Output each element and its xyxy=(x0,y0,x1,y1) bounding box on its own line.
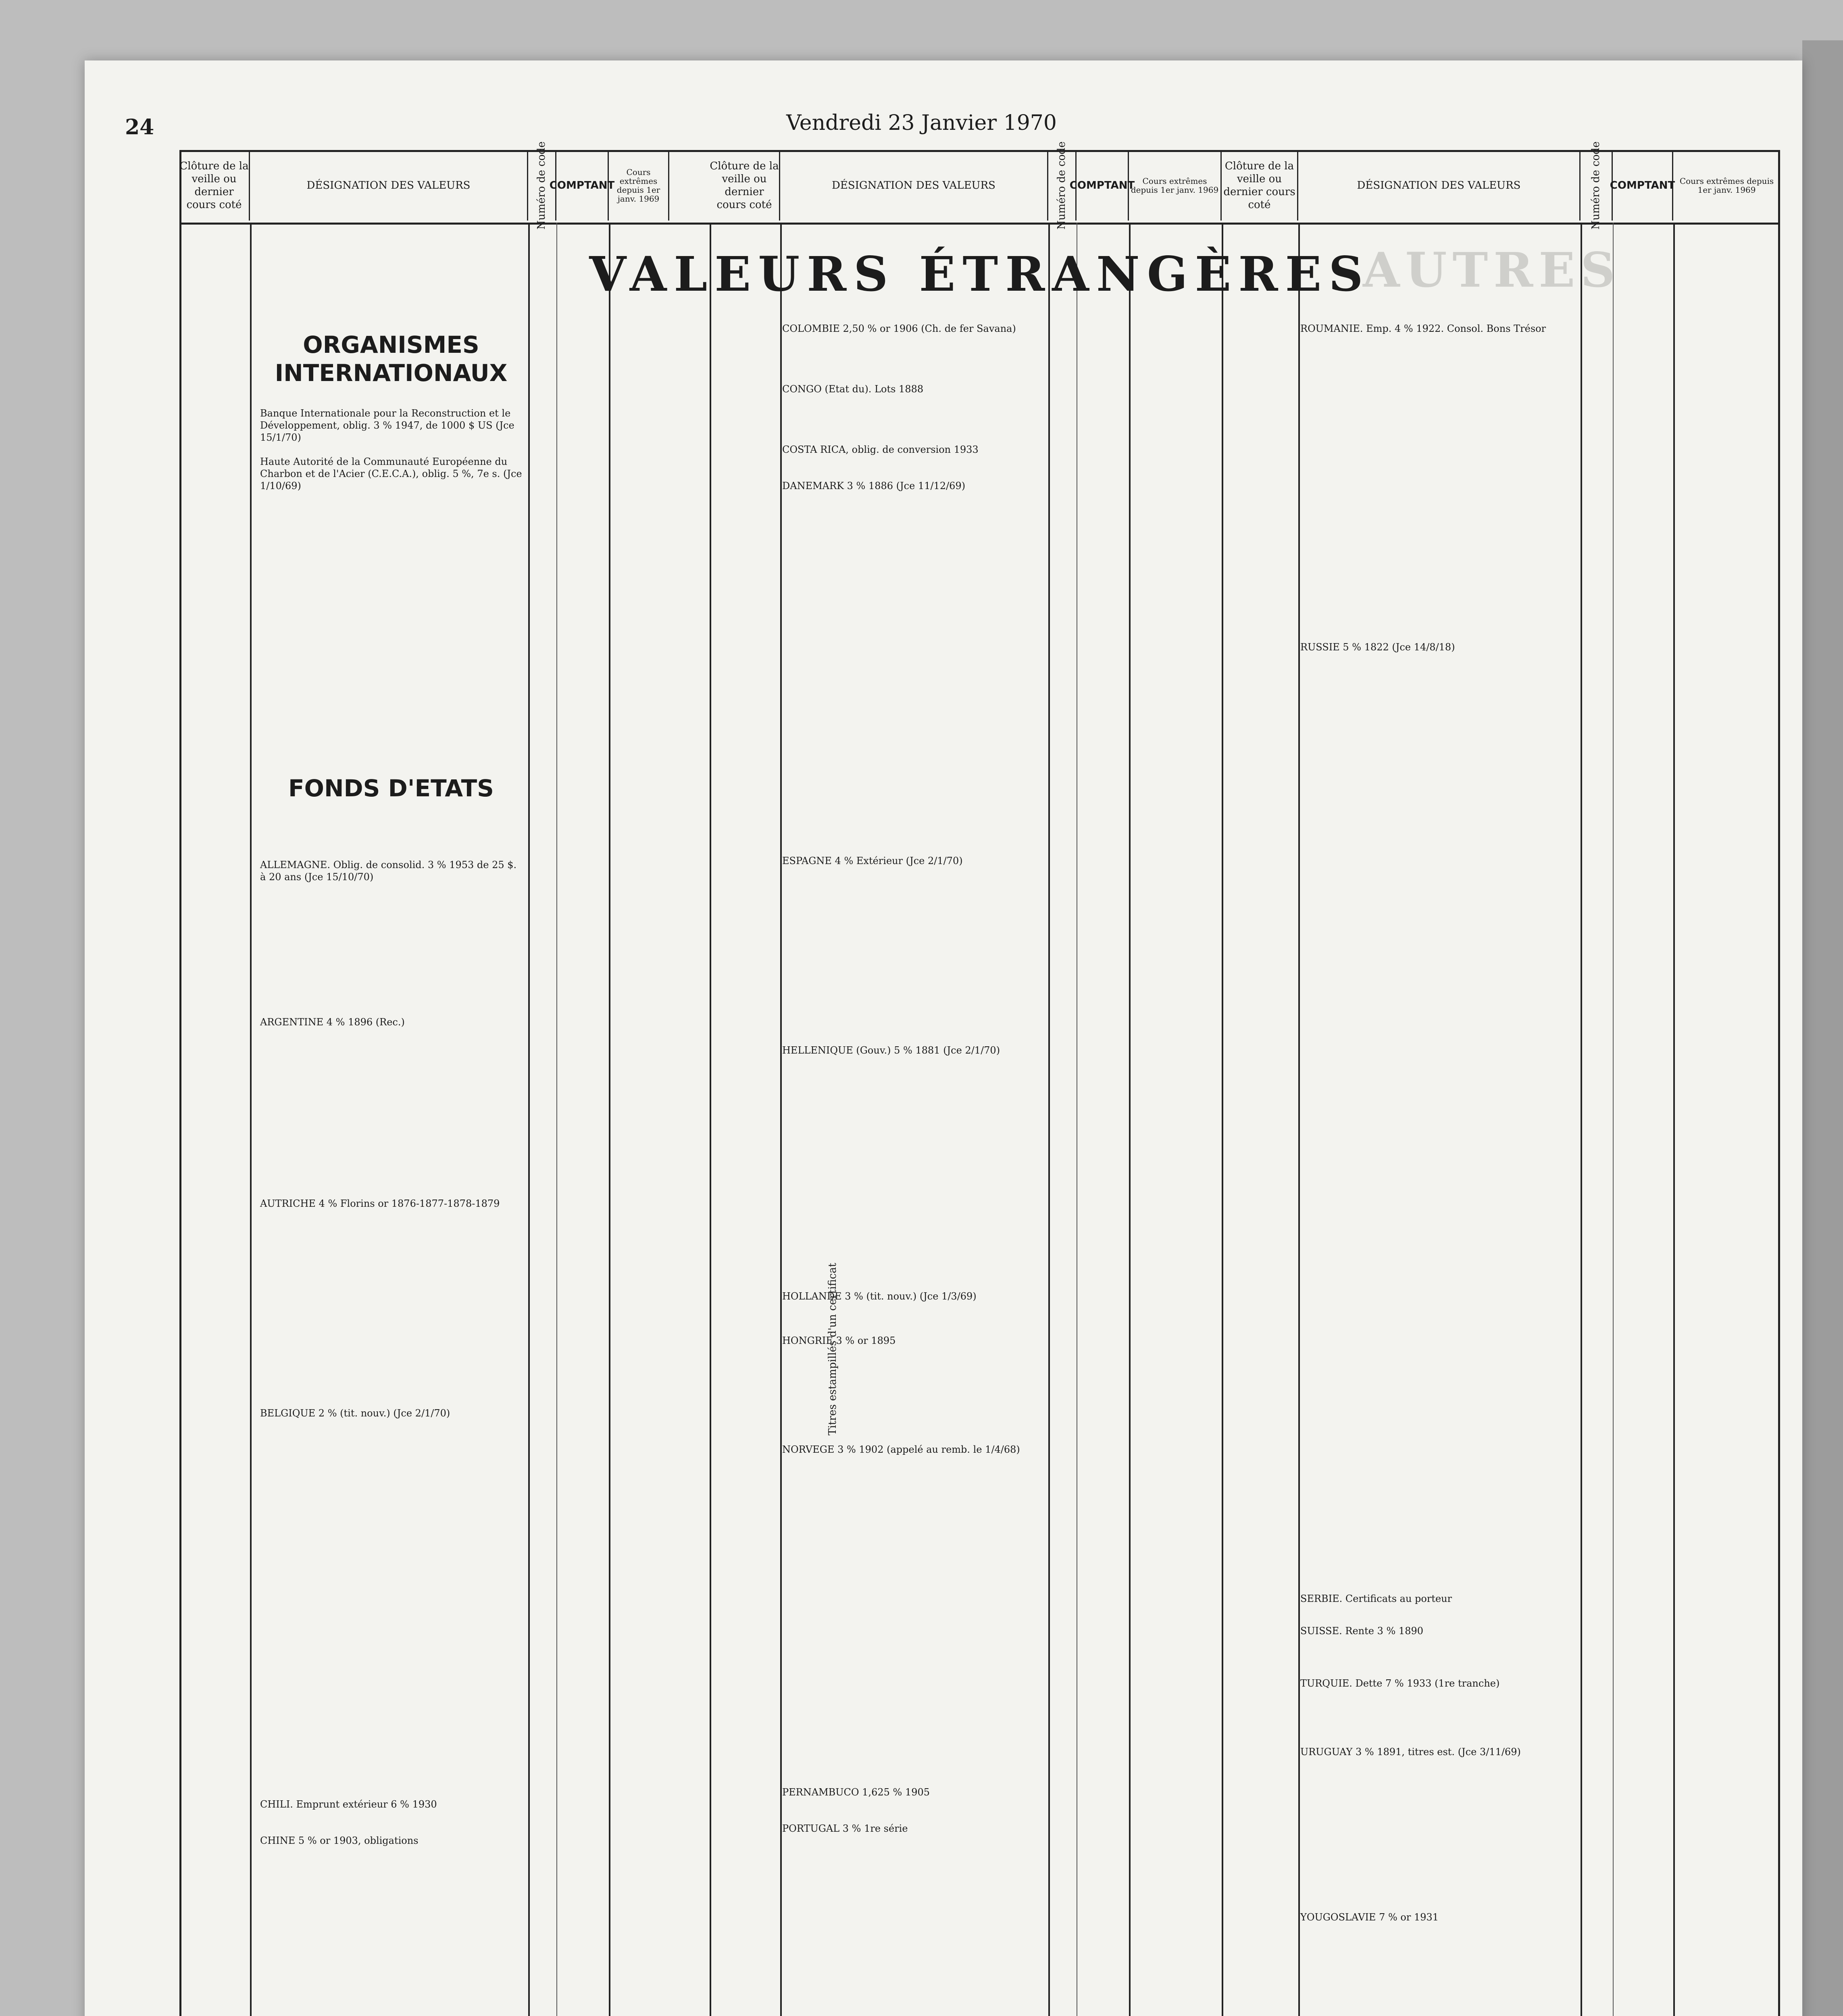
header-comptant: COMPTANT xyxy=(556,150,609,221)
entry-hongrie: HONGRIE 3 % or 1895 xyxy=(782,1335,896,1346)
header-numero-3 xyxy=(1581,141,1613,229)
entry-block-3 xyxy=(782,323,1044,1835)
entry-block-2 xyxy=(260,859,522,1847)
header-cloture-3: Clôture de la veille ou dernier cours coté xyxy=(1222,150,1298,221)
page-title: VALEURS ÉTRANGÈRES xyxy=(589,246,1370,302)
entry-russie: RUSSIE 5 % 1822 (Jce 14/8/18) xyxy=(1300,641,1455,653)
column-rule xyxy=(1298,223,1300,2016)
entry-argentine: ARGENTINE 4 % 1896 (Rec.) xyxy=(260,1016,405,1028)
bleed-through-text: AUTRES xyxy=(1363,242,1621,298)
entry-hollande: HOLLANDE 3 % (tit. nouv.) (Jce 1/3/69) xyxy=(782,1291,977,1302)
page-edge xyxy=(1802,40,1843,2016)
entry-portugal: PORTUGAL 3 % 1re série xyxy=(782,1823,908,1834)
page-number: 24 xyxy=(125,115,154,140)
entry-espagne: ESPAGNE 4 % Extérieur (Jce 2/1/70) xyxy=(782,855,963,866)
entry-uruguay: URUGUAY 3 % 1891, titres est. (Jce 3/11/69) xyxy=(1300,1746,1521,1758)
column-rule xyxy=(780,223,782,2016)
column-rule xyxy=(1129,223,1131,2016)
side-note: Titres estampillés d'un certificat xyxy=(827,1263,839,1435)
header-extremes-3: Cours extrêmes depuis 1er janv. 1969 xyxy=(1679,176,1774,195)
header-designation-2: DÉSIGNATION DES VALEURS xyxy=(780,150,1048,221)
entry-colombie: COLOMBIE 2,50 % or 1906 (Ch. de fer Savana) xyxy=(782,323,1016,334)
entry-suisse: SUISSE. Rente 3 % 1890 xyxy=(1300,1625,1424,1637)
entry-ceca: Haute Autorité de la Communauté Européenne du Charbon et de l'Acier (C.E.C.A.), oblig. 5 %, 7e s. (Jce 1/10/69) xyxy=(260,456,522,492)
table-header xyxy=(179,141,1780,229)
column-rule xyxy=(1613,223,1614,2016)
header-numero-text: Numéro de code xyxy=(535,141,548,229)
header-extremes: Cours extrêmes depuis 1er janv. 1969 xyxy=(609,150,669,221)
entry-pernambuco: PERNAMBUCO 1,625 % 1905 xyxy=(782,1787,930,1798)
column-rule xyxy=(710,223,711,2016)
entry-norvege: NORVEGE 3 % 1902 (appelé au remb. le 1/4/68) xyxy=(782,1444,1020,1455)
entry-danemark: DANEMARK 3 % 1886 (Jce 11/12/69) xyxy=(782,480,966,492)
header-designation-3: DÉSIGNATION DES VALEURS xyxy=(1298,150,1581,221)
column-rule xyxy=(1222,223,1223,2016)
entry-autriche: AUTRICHE 4 % Florins or 1876-1877-1878-1879 xyxy=(260,1198,500,1209)
column-rule xyxy=(1048,223,1050,2016)
entry-chine: CHINE 5 % or 1903, obligations xyxy=(260,1835,419,1846)
column-rule xyxy=(528,223,530,2016)
entry-chili: CHILI. Emprunt extérieur 6 % 1930 xyxy=(260,1799,437,1810)
section-organismes: ORGANISMES INTERNATIONAUX xyxy=(275,331,508,387)
header-comptant-2: COMPTANT xyxy=(1077,150,1129,221)
header-comptant-3: COMPTANT xyxy=(1613,150,1673,221)
entry-belgique: BELGIQUE 2 % (tit. nouv.) (Jce 2/1/70) xyxy=(260,1408,450,1419)
entry-block-1 xyxy=(260,407,522,492)
entry-hellenique: HELLENIQUE (Gouv.) 5 % 1881 (Jce 2/1/70) xyxy=(782,1045,1000,1056)
page-date: Vendredi 23 Janvier 1970 xyxy=(786,111,1057,135)
entry-turquie: TURQUIE. Dette 7 % 1933 (1re tranche) xyxy=(1300,1678,1500,1689)
header-designation: DÉSIGNATION DES VALEURS xyxy=(250,150,528,221)
entry-block-4 xyxy=(1300,323,1579,1923)
entry-roumanie: ROUMANIE. Emp. 4 % 1922. Consol. Bons Trésor xyxy=(1300,323,1546,334)
entry-costa-rica: COSTA RICA, oblig. de conversion 1933 xyxy=(782,444,979,455)
header-cloture: Clôture de la veille ou dernier cours coté xyxy=(179,150,250,221)
header-numero-text-3: Numéro de code xyxy=(1590,141,1602,229)
header-numero-text-2: Numéro de code xyxy=(1056,141,1068,229)
column-rule xyxy=(556,223,557,2016)
header-extremes-2: Cours extrêmes depuis 1er janv. 1969 xyxy=(1129,150,1222,221)
header-cloture-2: Clôture de la veille ou dernier cours coté xyxy=(710,150,780,221)
entry-bird: Banque Internationale pour la Reconstruction et le Développement, oblig. 3 % 1947, de 1000 $ US (Jce 15/1/70) xyxy=(260,408,514,443)
section-fonds: FONDS D'ETATS xyxy=(288,775,494,802)
column-rule xyxy=(250,223,252,2016)
entry-serbie: SERBIE. Certificats au porteur xyxy=(1300,1593,1452,1604)
entry-yougoslavie: YOUGOSLAVIE 7 % or 1931 xyxy=(1300,1912,1439,1923)
entry-congo: CONGO (Etat du). Lots 1888 xyxy=(782,383,924,395)
entry-allemagne: ALLEMAGNE. Oblig. de consolid. 3 % 1953 de 25 $. à 20 ans (Jce 15/10/70) xyxy=(260,859,517,883)
column-rule xyxy=(1673,223,1675,2016)
column-rule xyxy=(609,223,610,2016)
column-rule xyxy=(1581,223,1582,2016)
